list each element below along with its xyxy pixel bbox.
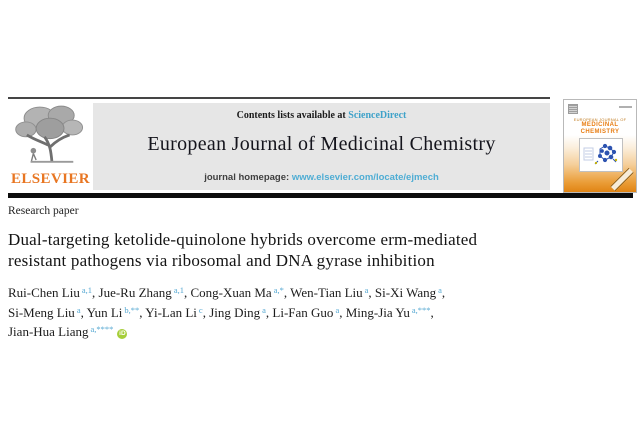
author-name: Si-Meng Liu xyxy=(8,304,75,320)
cover-title xyxy=(564,122,636,135)
author-name: Yi-Lan Li xyxy=(145,304,197,320)
author-name: Yun Li xyxy=(86,304,123,320)
author-name: Cong-Xuan Ma xyxy=(190,285,272,300)
author-affiliation-sup: a,1 xyxy=(81,285,93,295)
cover-title-line1: MEDICINAL xyxy=(581,122,619,128)
author-affiliation-sup: a,1 xyxy=(173,285,184,295)
orcid-icon[interactable]: iD xyxy=(119,330,126,337)
cover-title-line2: CHEMISTRY xyxy=(580,128,620,135)
author-line: Si-Meng Liu $^a$, Yun Li $^{b,**}$, Yi-Lan Li $^c$, Jing Ding $^a$, Li-Fan Guo $^a$, Ming-Jia Yu $^{a,***}$, xyxy=(8,304,434,320)
author-name: Li-Fan Guo xyxy=(272,304,334,320)
author-name: Rui-Chen Liu xyxy=(8,285,80,300)
author-name: Jian-Hua Liang xyxy=(8,324,89,339)
article-type-label: Research paper xyxy=(8,205,79,217)
cover-molecule-box xyxy=(579,138,623,172)
journal-banner xyxy=(93,103,550,190)
journal-cover-thumbnail[interactable] xyxy=(563,99,637,193)
header-bottom-rule xyxy=(8,193,633,198)
author-affiliation-sup: a xyxy=(76,304,81,315)
author-line: Rui-Chen Liu $^{a,1}$, Jue-Ru Zhang $^{a,1}$, Cong-Xuan Ma $^{a,*}$, Wen-Tian Liu $^a$, Si-Xi Wang $^a$, xyxy=(8,285,446,300)
author-affiliation-sup: a xyxy=(262,304,266,315)
elsevier-tree-icon xyxy=(12,102,90,166)
author-line xyxy=(8,323,608,343)
author-affiliation-sup: c xyxy=(198,304,203,315)
author-affiliation-sup: a xyxy=(364,285,369,295)
article-title-line2: resistant pathogens via ribosomal and DNA gyrase inhibition xyxy=(8,251,435,270)
elsevier-logo xyxy=(8,100,93,190)
contents-line xyxy=(93,110,550,121)
homepage-line xyxy=(93,172,550,183)
author-affiliation-sup: b,** xyxy=(124,304,140,315)
author-affiliation-sup: a,*** xyxy=(411,304,431,315)
author-name: Jing Ding xyxy=(209,304,261,320)
homepage-link[interactable]: www.elsevier.com/locate/ejmech xyxy=(291,172,439,183)
author-list xyxy=(8,284,608,343)
homepage-label: journal homepage: xyxy=(204,172,292,183)
header-top-rule xyxy=(8,97,550,99)
cover-series-line: EUROPEAN JOURNAL OF xyxy=(573,117,627,122)
article-title-line1: Dual-targeting ketolide-quinolone hybrids overcome erm-mediated xyxy=(8,230,478,249)
journal-title: European Journal of Medicinal Chemistry xyxy=(147,133,496,155)
author-affiliation-sup: a,* xyxy=(273,285,284,295)
elsevier-wordmark: ELSEVIER xyxy=(10,171,91,187)
author-affiliation-sup: a xyxy=(335,304,340,315)
author-name: Jue-Ru Zhang xyxy=(98,285,172,300)
sciencedirect-link[interactable]: ScienceDirect xyxy=(348,110,407,121)
molecule-structure-icon xyxy=(580,139,622,171)
article-title xyxy=(8,229,568,271)
author-affiliation-sup: a xyxy=(438,285,442,295)
contents-prefix: Contents lists available at xyxy=(236,110,349,121)
author-name: Si-Xi Wang xyxy=(374,285,437,300)
author-affiliation-sup: a,**** xyxy=(90,324,114,334)
author-name: Ming-Jia Yu xyxy=(345,304,410,320)
cover-issn-bar xyxy=(619,106,632,108)
author-name: Wen-Tian Liu xyxy=(290,285,363,300)
cover-publisher-mark-icon xyxy=(568,104,578,114)
